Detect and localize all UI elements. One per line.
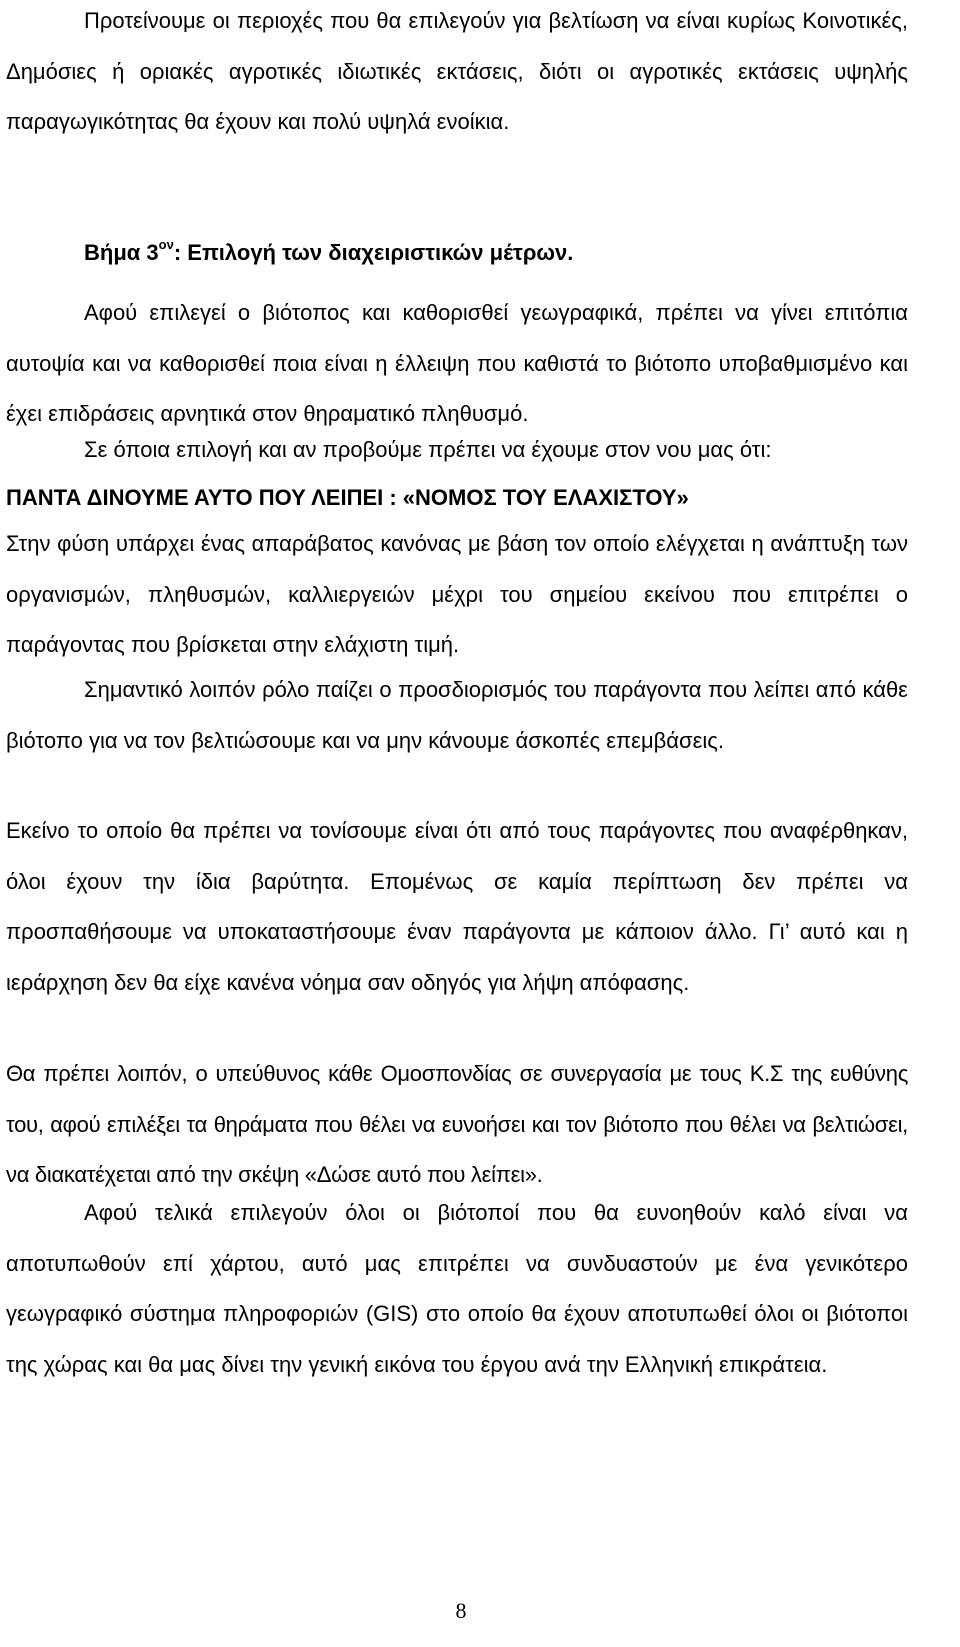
step-heading (84, 238, 573, 268)
paragraph-nature-rule: Στην φύση υπάρχει ένας απαράβατος κανόνας με βάση τον οποίο ελέγχεται η ανάπτυξη των οργανισμών, πληθυσμών, καλλιεργειών μέχρι του σημείου εκείνου που επιτρέπει ο παράγοντας που βρίσκεται στην ελάχιστη τιμή. (6, 531, 908, 657)
paragraph-law-of-minimum: ΠΑΝΤΑ ΔΙΝΟΥΜΕ ΑΥΤΟ ΠΟΥ ΛΕΙΠΕΙ : «ΝΟΜΟΣ ΤΟΥ ΕΛΑΧΙΣΤΟΥ» (6, 485, 689, 510)
paragraph-inspection: Αφού επιλεγεί ο βιότοπος και καθορισθεί γεωγραφικά, πρέπει να γίνει επιτόπια αυτοψία και να καθορισθεί ποια είναι η έλλειψη που καθιστά το βιότοπο υποβαθμισμένο και έχει επιδράσεις αρνητικά στον θηραματικό πληθυσμό. (6, 300, 908, 426)
paragraph-choice: Σε όποια επιλογή και αν προβούμε πρέπει να έχουμε στον νου μας ότι: (84, 437, 772, 462)
step-heading-prefix: Βήμα 3 (84, 240, 159, 265)
paragraph-missing-factor: Σημαντικό λοιπόν ρόλο παίζει ο προσδιορισμός του παράγοντα που λείπει από κάθε βιότοπο για να τον βελτιώσουμε και να μην κάνουμε άσκοπές επεμβάσεις. (6, 677, 908, 753)
step-heading-title: : Επιλογή των διαχειριστικών μέτρων. (173, 240, 574, 265)
paragraph-equal-weight: Εκείνο το οποίο θα πρέπει να τονίσουμε είναι ότι από τους παράγοντες που αναφέρθηκαν, όλοι έχουν την ίδια βαρύτητα. Επομένως σε καμία περίπτωση δεν πρέπει να προσπαθήσουμε να υποκαταστήσουμε έναν παράγοντα με κάποιον άλλο. Γι’ αυτό και η ιεράρχηση δεν θα είχε κανένα νόημα σαν οδηγός για λήψη απόφασης. (6, 818, 908, 995)
page-number: 8 (455, 1598, 467, 1623)
step-heading-superscript: ον (158, 237, 174, 252)
paragraph-gis: Αφού τελικά επιλεγούν όλοι οι βιότοποί που θα ευνοηθούν καλό είναι να αποτυπωθούν επί χάρτου, αυτό μας επιτρέπει να συνδυαστούν με ένα γενικότερο γεωγραφικό σύστημα πληροφοριών (GIS) στο οποίο θα έχουν αποτυπωθεί όλοι οι βιότοποι της χώρας και θα μας δίνει την γενική εικόνα του έργου ανά την Ελληνική επικράτεια. (6, 1200, 908, 1377)
paragraph-federation: Θα πρέπει λοιπόν, ο υπεύθυνος κάθε Ομοσπονδίας σε συνεργασία με τους Κ.Σ της ευθύνης του, αφού επιλέξει τα θηράματα που θέλει να ευνοήσει και τον βιότοπο που θέλει να βελτιώσει, να διακατέχεται από την σκέψη «Δώσε αυτό που λείπει». (6, 1061, 908, 1187)
intro-paragraph: Προτείνουμε οι περιοχές που θα επιλεγούν για βελτίωση να είναι κυρίως Κοινοτικές, Δημόσιες ή οριακές αγροτικές ιδιωτικές εκτάσεις, διότι οι αγροτικές εκτάσεις υψηλής παραγωγικότητας θα έχουν και πολύ υψηλά ενοίκια. (6, 8, 908, 134)
